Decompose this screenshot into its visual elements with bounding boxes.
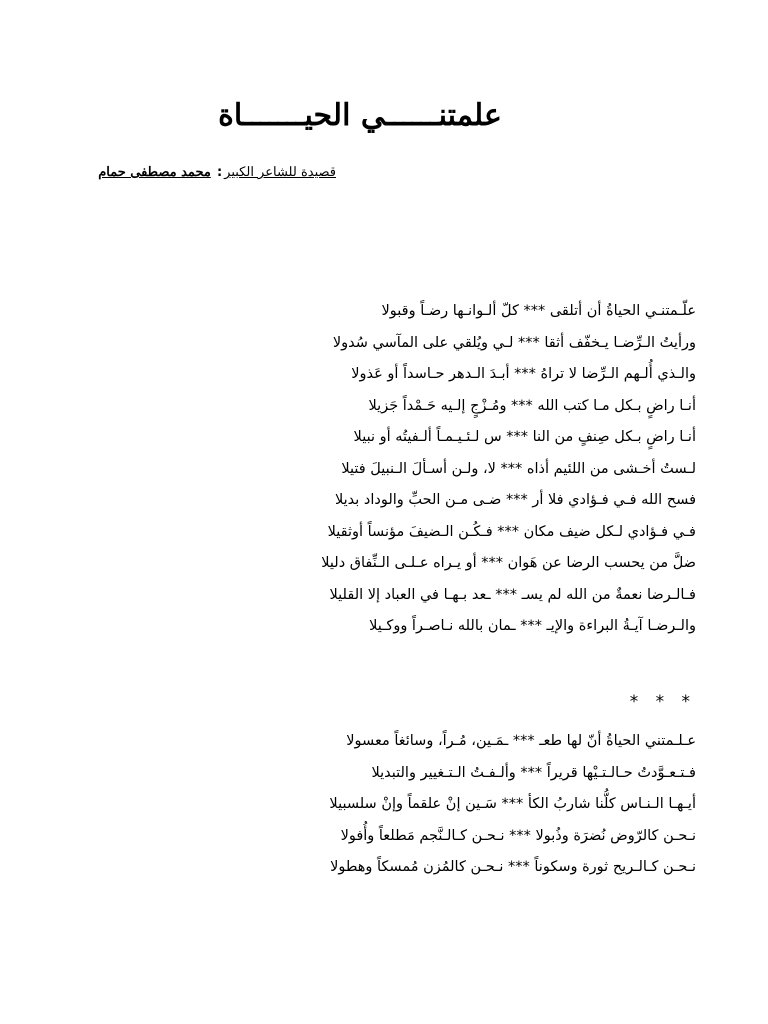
verse-line: فـالـرضا نعمةٌ من الله لم يسـ *** ـعد بـهـا في العباد إلا القليلا: [329, 586, 696, 603]
verse-line: أنـا راضٍ بـكل صِنفٍ من النا *** س لـئـيـمـاً ألـفيتُه أو نبيلا: [353, 429, 696, 445]
verse-line: ضلَّ من يحسب الرضا عن هَوان *** أو يـراه عـلـى الـنِّفاق دليلا: [321, 555, 696, 571]
stanza-2: [329, 726, 696, 884]
verse-line: نـحـن كالرّوض نُضرَة وذُبولا *** نـحـن كـالـنَّجم مَطلعاً وأُفولا: [340, 827, 696, 844]
verse-line: فـتـعـوَّدتُ حـالـتـيْها قريراً *** وألـفـتُ الـتـغيير والتبديلا: [371, 764, 696, 781]
byline-separator: :: [216, 165, 223, 180]
verse-line: لـستُ أخـشى من اللئيم أذاه *** لا، ولـن أسـألَ الـنبيلَ فتيلا: [341, 460, 696, 477]
verse-line: نـحـن كـالـريح ثورة وسكوناً *** نـحـن كالمُزن مُمسكاً وهطولا: [330, 859, 696, 875]
verse-line: فسح الله فـي فـؤادي فلا أر *** ضـى مـن الحبِّ والوداد بديلا: [334, 492, 696, 508]
verse-line: والـذي أُلـهم الـرِّضا لا تراهُ *** أبـدَ الـدهر حـاسداً أو عَذولا: [351, 366, 696, 382]
poem-title: علمتنــــــي الحيـــــــاة: [218, 98, 502, 133]
stanza-separator: * * *: [629, 692, 696, 712]
verse-line: فـي فـؤادي لـكل ضيف مكان *** فـكُـن الـضيفَ مؤنساً أوثقيلا: [327, 523, 696, 540]
verse-line: والـرضـا آيـةُ البراءة والإيـ *** ـمان بالله نـاصـراً ووكـيلا: [369, 618, 696, 634]
poet-name: محمد مصطفى حمام: [98, 165, 211, 180]
verse-line: عـلـمتني الحياةُ أنّ لها طعـ *** ـمَـين، مُـراً، وسائغاً معسولا: [346, 733, 696, 749]
stanza-1: [321, 296, 696, 643]
verse-line: أيـهـا الـنـاس كلُّنا شاربُ الكأ *** سَـين إنْ علقماً وإنْ سلسبيلا: [329, 796, 696, 812]
byline: [98, 163, 336, 183]
verse-line: ورأيتُ الـرِّضـا يـخفّف أثقا *** لـي ويُلقي على المآسي سُدولا: [332, 334, 696, 351]
byline-intro: قصيدة للشاعر الكبير: [224, 165, 336, 180]
verse-line: علّـمتنـي الحياةُ أن أتلقى *** كلّ ألـوانـها رضـاً وقبولا: [381, 303, 696, 319]
verse-line: أنـا راضٍ بـكل مـا كتب الله *** ومُـزْجٍ إلـيه حَـمْداً جَزيلا: [368, 397, 696, 414]
